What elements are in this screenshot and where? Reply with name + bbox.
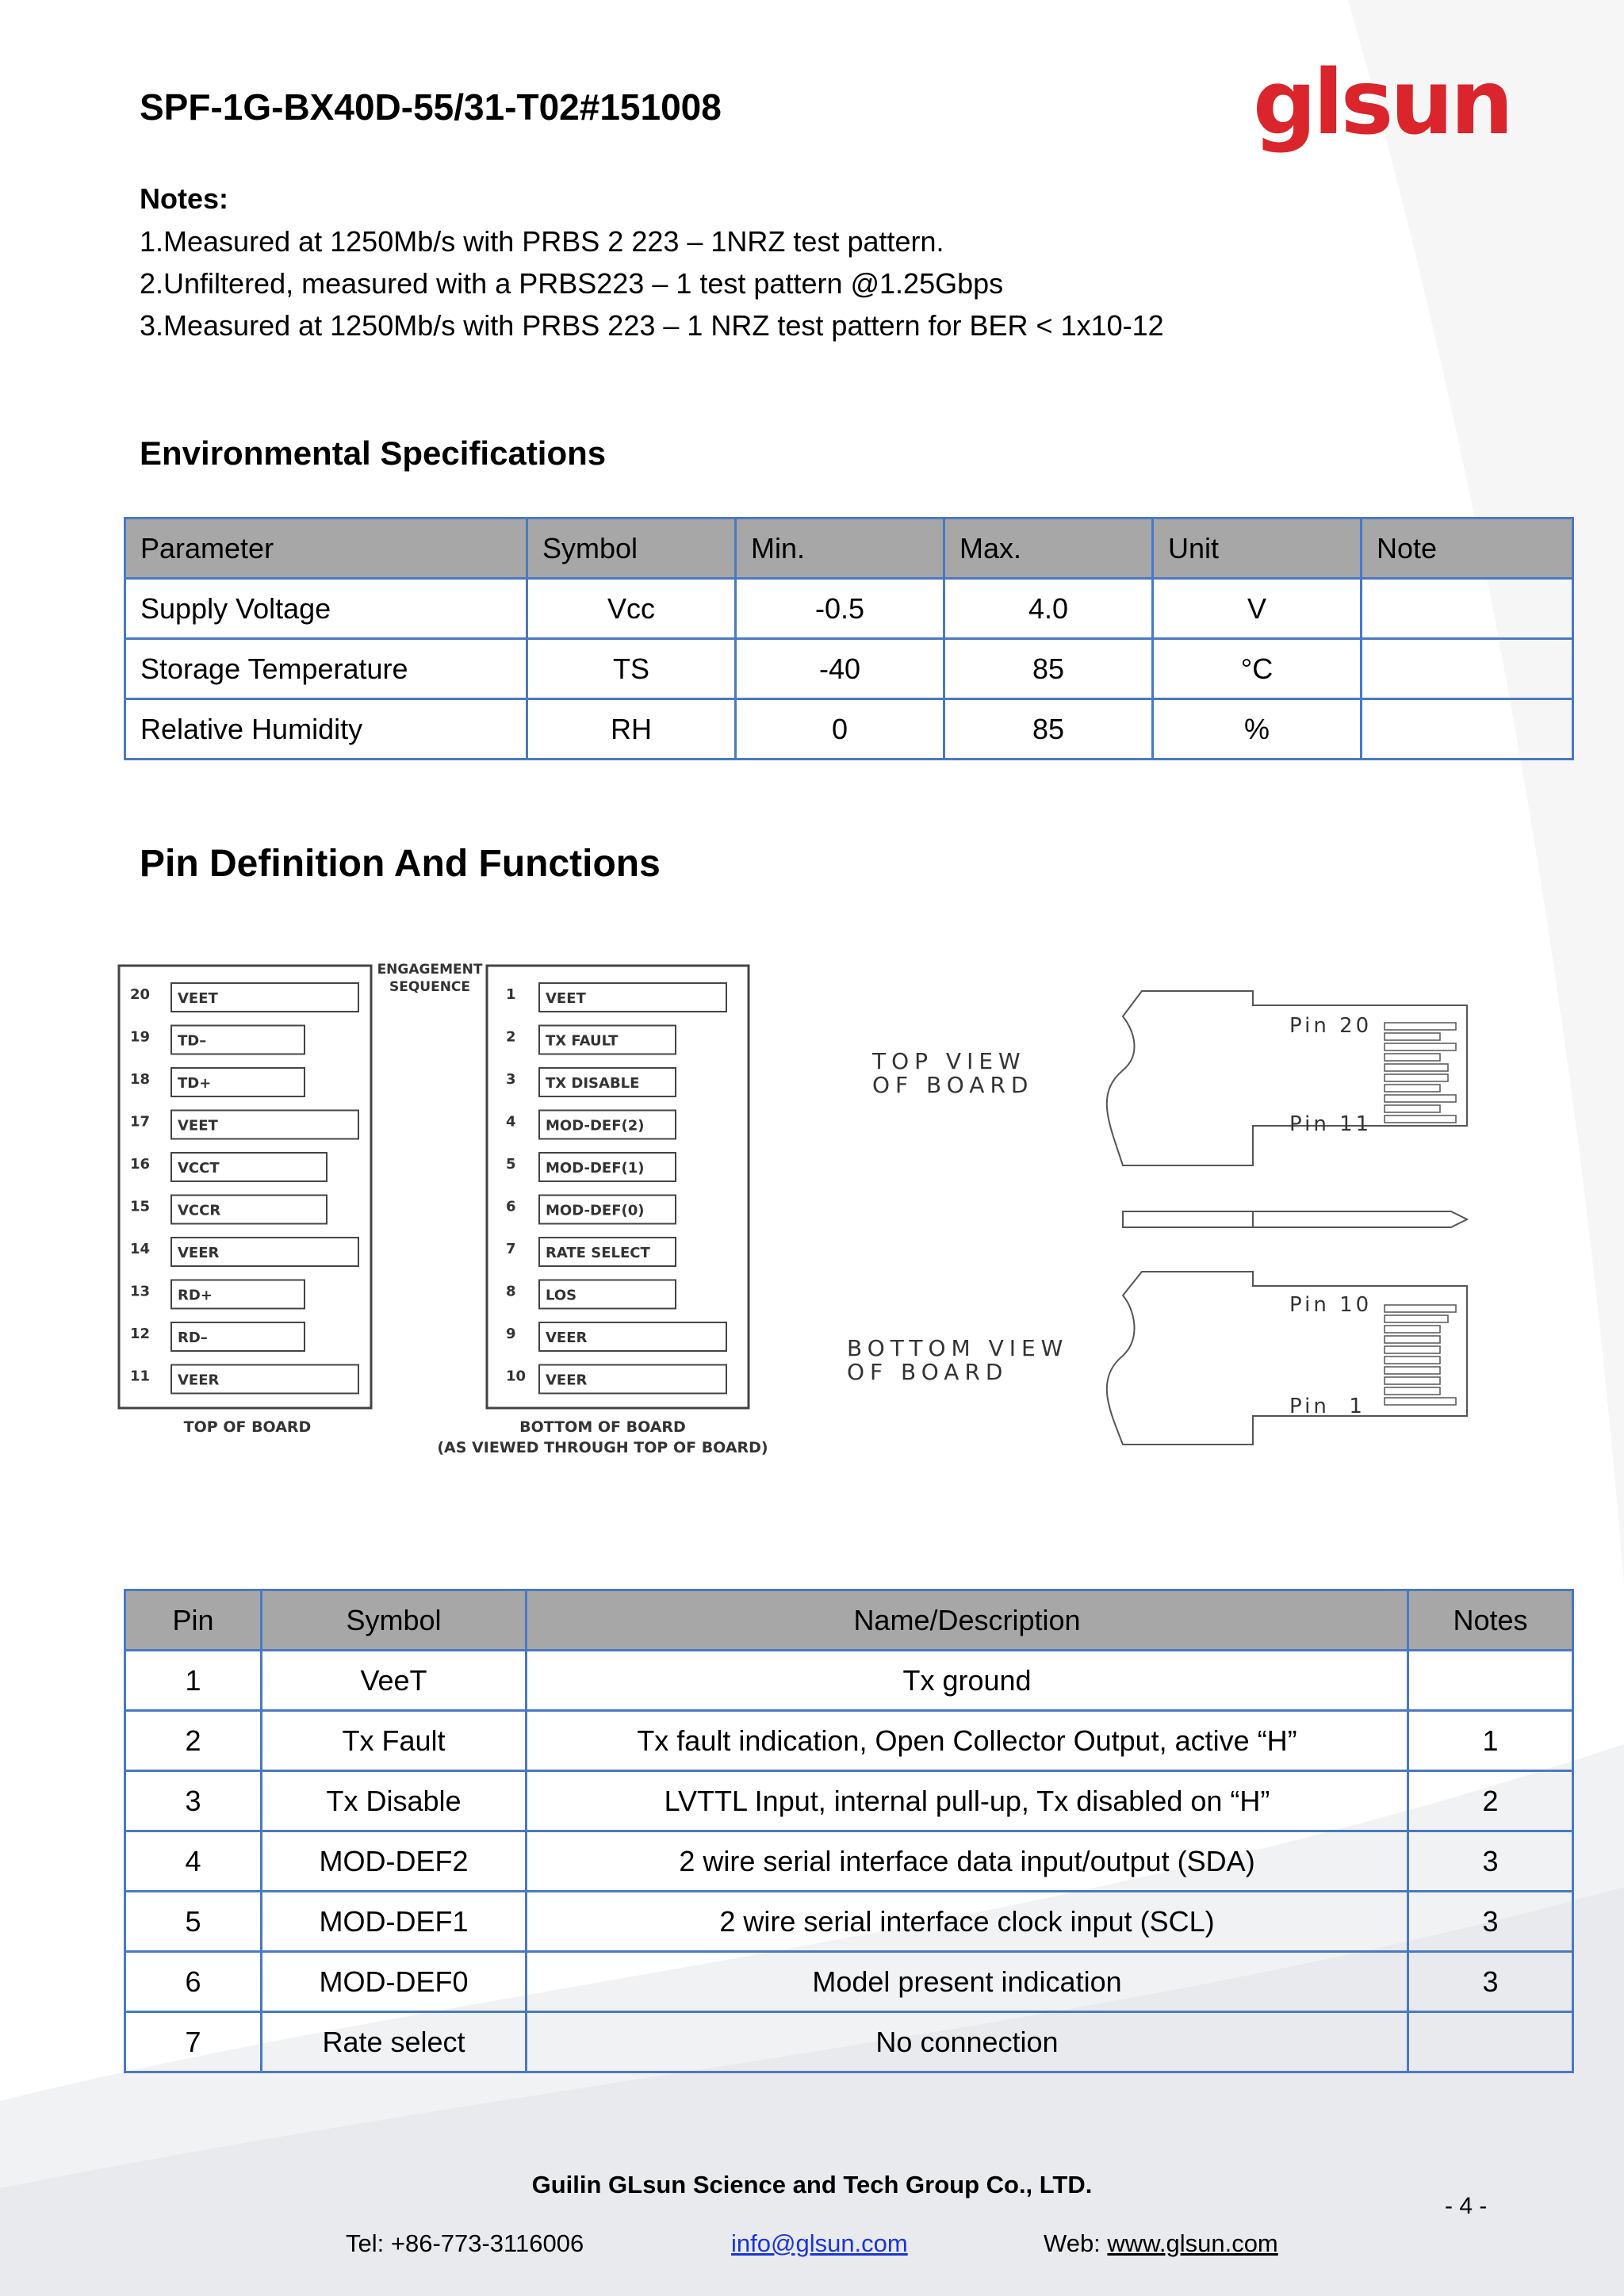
pin-number: 18 <box>130 1071 151 1088</box>
table-cell: 1 <box>125 1651 262 1711</box>
header-cell: Unit <box>1153 519 1362 579</box>
table-cell: 6 <box>125 1952 262 2012</box>
edge-contact <box>1385 1305 1456 1312</box>
edge-contact <box>1385 1387 1440 1395</box>
table-row <box>125 1831 1573 1892</box>
table-cell: No connection <box>527 2012 1408 2072</box>
environmental-table <box>124 517 1574 760</box>
engagement-label: ENGAGEMENT <box>377 962 483 978</box>
pin-number: 13 <box>130 1283 151 1300</box>
note-line: 2.Unfiltered, measured with a PRBS223 – 1 test pattern @1.25Gbps <box>140 267 1004 300</box>
bottom-view-label-2: OF BOARD <box>847 1359 1009 1385</box>
pin-number: 2 <box>506 1028 516 1046</box>
pin-number: 11 <box>130 1368 151 1385</box>
bottom-board-caption-note: (AS VIEWED THROUGH TOP OF BOARD) <box>437 1439 768 1456</box>
pin-number: 10 <box>506 1368 527 1385</box>
table-cell: 4 <box>125 1831 262 1892</box>
header-cell: Notes <box>1408 1590 1573 1651</box>
table-row <box>125 1771 1573 1831</box>
pin-number: 4 <box>506 1113 516 1131</box>
table-header-row <box>125 1590 1573 1651</box>
table-cell: VeeT <box>262 1651 527 1711</box>
pin-number: 14 <box>130 1241 151 1257</box>
edge-contact <box>1385 1326 1440 1333</box>
pin-label: LOS <box>546 1287 577 1304</box>
header-cell: Min. <box>736 519 944 579</box>
table-cell: Model present indication <box>527 1952 1408 2012</box>
glsun-logo <box>1253 52 1511 163</box>
pin-number: 20 <box>130 986 151 1003</box>
footer-web-link[interactable]: www.glsun.com <box>1107 2229 1278 2257</box>
pin-label: RD+ <box>178 1287 213 1304</box>
pin-label: VEET <box>178 1117 218 1135</box>
pin-number: 6 <box>506 1198 516 1215</box>
bottom-board-outline <box>1107 1272 1467 1445</box>
table-cell: 2 <box>1408 1771 1573 1831</box>
table-cell: 2 wire serial interface clock input (SCL) <box>527 1892 1408 1952</box>
pin-number: 7 <box>506 1241 516 1257</box>
header-cell: Pin <box>125 1590 262 1651</box>
table-row <box>125 2012 1573 2072</box>
pin-label: VCCT <box>178 1160 220 1177</box>
table-cell: Tx fault indication, Open Collector Output, active “H” <box>527 1711 1408 1771</box>
edge-contact <box>1385 1054 1440 1061</box>
footer-company: Guilin GLsun Science and Tech Group Co., LTD. <box>531 2171 1093 2198</box>
footer-telephone: Tel: +86-773-3116006 <box>346 2229 584 2257</box>
edge-contact <box>1385 1398 1456 1405</box>
pin-label: TD– <box>178 1032 207 1050</box>
table-cell <box>1408 1651 1573 1711</box>
edge-contact <box>1385 1336 1440 1343</box>
table-row <box>125 699 1573 760</box>
table-cell: Supply Voltage <box>125 579 527 639</box>
table-cell: -0.5 <box>736 579 944 639</box>
edge-contact <box>1385 1377 1440 1384</box>
table-cell: 3 <box>1408 1831 1573 1892</box>
table-cell: 0 <box>736 699 944 760</box>
table-header-row <box>125 519 1573 579</box>
top-board-outline <box>1107 991 1467 1165</box>
pin-label: VCCR <box>178 1202 221 1219</box>
table-cell: % <box>1153 699 1362 760</box>
note-line: 1.Measured at 1250Mb/s with PRBS 2 223 – 1NRZ test pattern. <box>140 225 944 258</box>
pin-number: 9 <box>506 1326 516 1342</box>
table-row <box>125 579 1573 639</box>
note-line: 3.Measured at 1250Mb/s with PRBS 223 – 1 NRZ test pattern for BER < 1x10-12 <box>140 309 1164 342</box>
pin-number: 16 <box>130 1156 151 1173</box>
pin-label: VEER <box>546 1372 588 1389</box>
table-cell: LVTTL Input, internal pull-up, Tx disabled on “H” <box>527 1771 1408 1831</box>
pin-label: VEET <box>546 990 586 1007</box>
environmental-title: Environmental Specifications <box>140 434 607 472</box>
table-cell: MOD-DEF2 <box>262 1831 527 1892</box>
edge-contact <box>1385 1064 1448 1071</box>
pin-number: 17 <box>130 1113 151 1131</box>
header-cell: Symbol <box>262 1590 527 1651</box>
table-cell: Vcc <box>527 579 736 639</box>
edge-contact <box>1385 1105 1440 1112</box>
table-cell: 7 <box>125 2012 262 2072</box>
table-cell: 1 <box>1408 1711 1573 1771</box>
pin-label: TX DISABLE <box>546 1075 640 1092</box>
table-cell: 2 <box>125 1711 262 1771</box>
pin-label: VEER <box>546 1330 588 1346</box>
table-cell: Rate select <box>262 2012 527 2072</box>
table-cell: 4.0 <box>944 579 1153 639</box>
pin-label: TD+ <box>178 1075 212 1092</box>
edge-contact <box>1385 1115 1456 1123</box>
table-row <box>125 1711 1573 1771</box>
bottom-pin-list <box>506 983 726 1394</box>
sequence-label: SEQUENCE <box>389 979 471 995</box>
table-cell: Tx Fault <box>262 1711 527 1771</box>
table-row <box>125 1892 1573 1952</box>
pin-label: RD– <box>178 1330 208 1346</box>
edge-contact <box>1385 1357 1440 1364</box>
pin-number: 8 <box>506 1283 516 1300</box>
edge-contact <box>1385 1346 1440 1353</box>
table-cell: Relative Humidity <box>125 699 527 760</box>
pin-function-table <box>124 1589 1574 2073</box>
edge-contact <box>1385 1085 1440 1092</box>
table-cell: Tx Disable <box>262 1771 527 1831</box>
board-side-profile <box>1123 1211 1467 1227</box>
footer-email-link[interactable]: info@glsun.com <box>731 2229 908 2257</box>
table-cell: 3 <box>1408 1892 1573 1952</box>
bottom-board-caption: BOTTOM OF BOARD <box>519 1418 686 1436</box>
board-view-diagram <box>825 967 1538 1475</box>
table-cell: 3 <box>125 1771 262 1831</box>
table-cell: °C <box>1153 639 1362 699</box>
table-cell: MOD-DEF0 <box>262 1952 527 2012</box>
bottom-view-label: BOTTOM VIEW <box>847 1335 1069 1361</box>
edge-contact <box>1385 1315 1448 1322</box>
table-cell: 85 <box>944 699 1153 760</box>
pin-label: VEER <box>178 1372 220 1389</box>
table-cell: V <box>1153 579 1362 639</box>
table-cell: -40 <box>736 639 944 699</box>
table-cell <box>1362 579 1573 639</box>
table-cell <box>1408 2012 1573 2072</box>
edge-contact <box>1385 1033 1440 1040</box>
table-cell: 2 wire serial interface data input/output (SDA) <box>527 1831 1408 1892</box>
top-pin-list <box>130 983 358 1394</box>
edge-contact <box>1385 1023 1456 1030</box>
top-view-label: TOP VIEW <box>872 1048 1026 1074</box>
header-cell: Max. <box>944 519 1153 579</box>
table-cell: Tx ground <box>527 1651 1408 1711</box>
top-board-frame <box>119 966 371 1408</box>
edge-contact <box>1385 1095 1456 1102</box>
pin11-label: Pin 11 <box>1289 1112 1373 1136</box>
top-view-label-2: OF BOARD <box>872 1072 1034 1098</box>
table-cell <box>1362 639 1573 699</box>
top-contacts <box>1385 1023 1456 1123</box>
edge-contact <box>1385 1074 1448 1081</box>
table-cell: 5 <box>125 1892 262 1952</box>
footer-web <box>1044 2229 1278 2258</box>
table-cell: Storage Temperature <box>125 639 527 699</box>
pin1-label: Pin 1 <box>1289 1395 1365 1418</box>
pin-label: RATE SELECT <box>546 1245 650 1261</box>
top-board-caption: TOP OF BOARD <box>183 1418 312 1436</box>
footer-web-label: Web: <box>1044 2229 1108 2257</box>
document-title: SPF-1G-BX40D-55/31-T02#151008 <box>140 86 722 128</box>
table-cell: MOD-DEF1 <box>262 1892 527 1952</box>
pin-label: TX FAULT <box>546 1032 619 1050</box>
pin20-label: Pin 20 <box>1289 1014 1373 1038</box>
pin-number: 3 <box>506 1071 516 1088</box>
page-number: - 4 - <box>1445 2193 1488 2219</box>
pin-number: 1 <box>506 986 516 1003</box>
pin-label: VEET <box>178 990 218 1007</box>
edge-contact <box>1385 1367 1440 1374</box>
header-cell: Note <box>1362 519 1573 579</box>
table-cell: RH <box>527 699 736 760</box>
table-cell: TS <box>527 639 736 699</box>
table-cell <box>1362 699 1573 760</box>
table-cell: 85 <box>944 639 1153 699</box>
table-row <box>125 1952 1573 2012</box>
pin-number: 15 <box>130 1198 151 1215</box>
pin-number: 5 <box>506 1156 516 1173</box>
bottom-contacts <box>1385 1305 1456 1405</box>
table-row <box>125 639 1573 699</box>
header-cell: Symbol <box>527 519 736 579</box>
header-cell: Name/Description <box>527 1590 1408 1651</box>
pin-label: VEER <box>178 1245 220 1261</box>
pin-number: 19 <box>130 1028 151 1046</box>
edge-contact <box>1385 1043 1456 1050</box>
pin-label: MOD-DEF(1) <box>546 1160 645 1177</box>
table-cell: 3 <box>1408 1952 1573 2012</box>
table-row <box>125 1651 1573 1711</box>
notes-heading: Notes: <box>140 182 229 215</box>
pin-definition-title: Pin Definition And Functions <box>140 843 661 885</box>
pin-number: 12 <box>130 1326 151 1342</box>
header-cell: Parameter <box>125 519 527 579</box>
pin-assignment-diagram <box>111 951 768 1459</box>
logo-text: glsun <box>1253 52 1511 155</box>
pin-label: MOD-DEF(2) <box>546 1117 645 1135</box>
pin-label: MOD-DEF(0) <box>546 1202 645 1219</box>
pin10-label: Pin 10 <box>1289 1293 1373 1317</box>
